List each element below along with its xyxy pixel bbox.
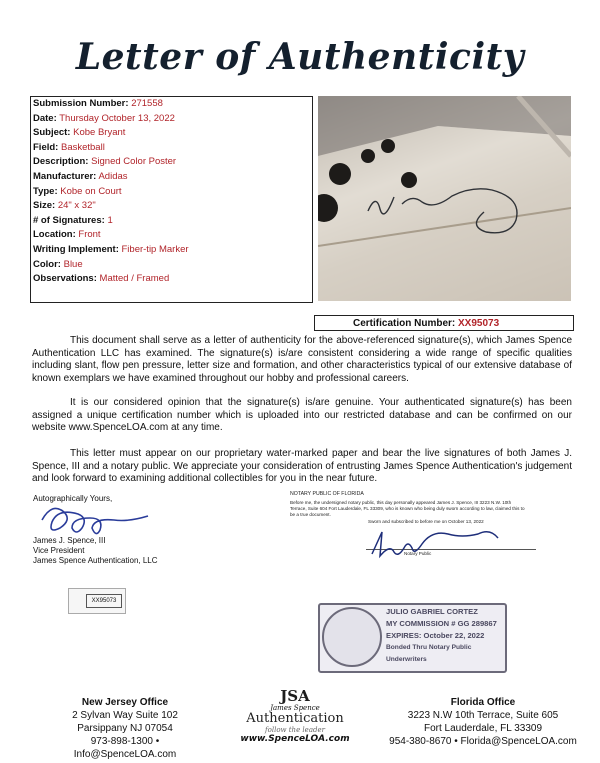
signature-notary — [366, 522, 506, 562]
paragraph-3: This letter must appear on our proprietary water-marked paper and bear the live signatures of both James J. Spence, III and a notary public. We appreciate your consideration of entrusting James Spence Authentication's judgement and look forward to examining additional collectibles for you in the near future. — [32, 448, 572, 485]
info-label: Type: — [33, 185, 58, 197]
info-row — [31, 97, 312, 112]
info-label: Location: — [33, 229, 76, 241]
info-row — [31, 214, 312, 229]
signer-name: James J. Spence, III — [33, 536, 106, 545]
info-row — [31, 126, 312, 141]
info-value: Thursday October 13, 2022 — [59, 112, 175, 124]
info-row — [31, 228, 312, 243]
info-value: 271558 — [131, 98, 163, 109]
info-table — [30, 96, 313, 303]
info-label: Manufacturer: — [33, 170, 97, 182]
notary-stamp-text: JULIO GABRIEL CORTEZ MY COMMISSION # GG 289867 EXPIRES: October 22, 2022 Bonded Thru Notary Public Underwriters — [386, 607, 497, 663]
info-value: Blue — [63, 258, 83, 270]
jsa-sticker-number: XX95073 — [86, 594, 122, 608]
notary-text-3: be a true document. — [290, 512, 331, 517]
info-row — [31, 243, 312, 258]
signature-spence — [38, 500, 158, 536]
info-value: Matted / Framed — [99, 273, 170, 285]
info-label: Subject: — [33, 127, 71, 139]
info-label: Submission Number: — [33, 98, 129, 109]
info-row — [31, 199, 312, 214]
info-label: Field: — [33, 141, 59, 153]
item-photo — [318, 96, 571, 301]
page-title: Letter of Authenticity — [75, 36, 525, 78]
info-value: Fiber-tip Marker — [121, 243, 189, 255]
notary-header: NOTARY PUBLIC OF FLORIDA — [290, 491, 364, 497]
notary-text-1: Before me, the undersigned notary public, this day personally appeared James J. Spence, III 3223 N.W. 10th — [290, 500, 512, 505]
info-value: Kobe Bryant — [73, 127, 126, 139]
info-value: 1 — [107, 214, 113, 226]
fl-office: Florida Office 3223 N.W 10th Terrace, Suite 605 Fort Lauderdale, FL 33309 954-380-8670 • Florida@SpenceLOA.com — [389, 697, 577, 747]
info-row — [31, 170, 312, 185]
info-label: Color: — [33, 258, 61, 270]
info-row — [31, 272, 312, 287]
info-label: Date: — [33, 112, 57, 124]
paragraph-1: This document shall serve as a letter of authenticity for the above-referenced signature(s), which James Spence Authentication LLC has examined. The signature(s) is/are consistent considering a wide range of specific qualities including slant, flow pen pressure, letter size and formation, and other characteristics typical of our extensive database of known exemplars we have examined throughout our hobby and professional careers. — [32, 335, 572, 384]
info-row — [31, 258, 312, 273]
notary-text-2: Terrace, Suite 604 Fort Lauderdale, FL 33309, who is known who being duly sworn according to law, claimed this to — [290, 506, 525, 511]
info-value: Signed Color Poster — [91, 156, 177, 168]
info-row — [31, 155, 312, 170]
signer-role: Vice President — [33, 546, 85, 555]
info-label: Observations: — [33, 273, 97, 285]
nj-office: New Jersey Office 2 Sylvan Way Suite 102 Parsippany NJ 07054 973-898-1300 • Info@SpenceLOA.com — [72, 697, 178, 760]
info-row — [31, 185, 312, 200]
notary-seal-icon — [322, 607, 382, 667]
jsa-logo: JSA James Spence Authentication follow the leader www.SpenceLOA.com — [240, 687, 350, 744]
info-value: Adidas — [98, 170, 128, 182]
closing: Autographically Yours, — [33, 494, 113, 503]
certification-number: Certification Number: XX95073 — [314, 315, 574, 331]
notary-sworn: Sworn and subscribed to before me on October 13, 2022 — [368, 519, 484, 524]
signer-company: James Spence Authentication, LLC — [33, 556, 158, 565]
info-label: # of Signatures: — [33, 214, 105, 226]
info-row — [31, 112, 312, 127]
notary-label: Notary Public — [404, 551, 432, 556]
info-value: 24" x 32" — [57, 200, 96, 212]
certification-number-value: XX95073 — [458, 318, 500, 329]
info-label: Size: — [33, 200, 56, 212]
info-label: Writing Implement: — [33, 243, 119, 255]
item-photo-art — [318, 96, 571, 301]
info-value: Front — [78, 229, 101, 241]
paragraph-2: It is our considered opinion that the signature(s) is/are genuine. Your authenticated signature(s) has been assigned a unique certification number which is uploaded into our restricted database and can be confirmed on our website www.SpenceLOA.com at any time. — [32, 397, 572, 434]
info-label: Description: — [33, 156, 89, 168]
info-value: Basketball — [60, 141, 105, 153]
info-row — [31, 141, 312, 156]
info-value: Kobe on Court — [60, 185, 122, 197]
